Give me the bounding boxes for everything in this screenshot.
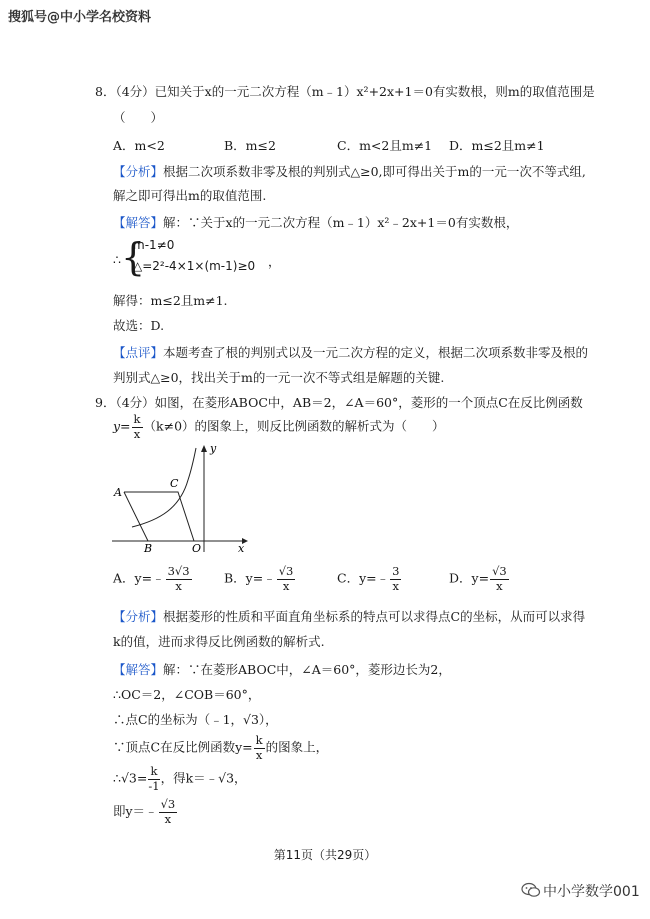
q9-answer6-den: x: [164, 811, 172, 826]
q9-answer-line5: [113, 766, 247, 792]
hyperbola-curve: [132, 448, 196, 527]
y-axis-arrow-icon: [201, 445, 207, 452]
q8-option-a: A．m<2: [113, 138, 165, 153]
brace-symbol: {: [121, 235, 146, 279]
q9-answer-text5-post: ，得k＝﹣√3，: [160, 770, 247, 786]
label-c: C: [170, 477, 179, 490]
answer-tag: 【解答】: [113, 662, 164, 677]
rhombus-figure: [110, 440, 250, 555]
q9-option-a-num: 3√3: [167, 564, 190, 578]
q9-option-a-label: A．y=﹣: [113, 570, 165, 586]
q9-option-d-frac: [490, 566, 509, 592]
q8-solve: 解得：m≤2且m≠1.: [113, 293, 228, 308]
q9-answer5-den: -1: [148, 778, 160, 793]
watermark-bottom: 中小学数学001: [543, 884, 640, 900]
q9-line1: 9．（4分）如图，在菱形ABOC中，AB＝2，∠A＝60°，菱形的一个顶点C在反比例函数: [95, 395, 583, 410]
q9-answer4-den: x: [255, 747, 263, 762]
q9-answer5-frac: [148, 766, 159, 792]
analysis-tag: 【分析】: [113, 609, 164, 624]
comment-tag: 【点评】: [113, 345, 164, 360]
q8-analysis-text1: 根据二次项系数非零及根的判别式△≥0,即可得出关于m的一元一次不等式组,: [163, 164, 586, 179]
label-x: x: [238, 542, 245, 555]
q8-answer: [113, 213, 518, 231]
q9-option-b-num: √3: [278, 564, 294, 578]
q9-option-c: [337, 566, 402, 592]
q8-option-b: B．m≤2: [224, 138, 276, 153]
q9-option-d-num: √3: [492, 564, 507, 578]
q8-choose: 故选：D.: [113, 318, 165, 333]
q9-answer-text4-pre: ∵顶点C在反比例函数y=: [113, 739, 253, 755]
q9-answer: [113, 660, 451, 678]
q9-answer4-num: k: [255, 733, 263, 747]
q9-option-c-label: C．y=﹣: [337, 570, 390, 586]
q9-answer-text4-post: 的图象上，: [265, 739, 329, 755]
page-footer: 第11页（共29页）: [273, 848, 377, 862]
label-y: y: [210, 442, 217, 455]
q9-answer-text5-pre: ∴√3=: [113, 770, 148, 786]
q9-analysis-text1: 根据菱形的性质和平面直角坐标系的特点可以求得点C的坐标，从而可以求得: [163, 609, 586, 624]
q9-line2: [113, 414, 445, 440]
q8-comment-text2: 判别式△≥0，找出关于m的一元一次不等式组是解题的关键.: [113, 370, 445, 385]
q9-frac-num: k: [133, 412, 141, 426]
q9-answer-line4: [113, 735, 328, 761]
q9-option-d-den: x: [496, 578, 503, 593]
q9-answer-line6: [113, 799, 178, 825]
q9-option-a-den: x: [175, 578, 182, 593]
q9-answer-text2: ∴OC＝2，∠COB＝60°，: [113, 687, 261, 702]
q9-analysis-text2: k的值，进而求得反比例函数的解析式.: [113, 634, 325, 649]
q8-option-d: D．m≤2且m≠1: [449, 138, 545, 153]
q9-answer-text3: ∴点C的坐标为（﹣1，√3），: [113, 712, 278, 727]
q9-answer4-frac: [254, 735, 265, 761]
q9-answer6-frac: [159, 799, 178, 825]
q9-frac-den: x: [133, 426, 141, 441]
q9-option-b: [224, 566, 296, 592]
q8-system-suffix: ，: [268, 254, 281, 269]
q8-comment-text1: 本题考查了根的判别式以及一元二次方程的定义，根据二次项系数非零及根的: [163, 345, 589, 360]
q9-k-over-x: [132, 414, 143, 440]
q9-answer6-num: √3: [160, 797, 176, 811]
q8-line1: 8．（4分）已知关于x的一元二次方程（m﹣1）x²+2x+1＝0有实数根，则m的取值范围是: [95, 84, 595, 99]
q9-y-equals: y=: [113, 418, 131, 434]
q9-line2-text: （k≠0）的图象上，则反比例函数的解析式为（ ）: [143, 418, 445, 434]
q9-option-c-frac: [390, 566, 401, 592]
q8-paren: （ ）: [113, 110, 164, 125]
q8-analysis-text2: 解之即可得出m的取值范围.: [113, 188, 267, 203]
q9-option-c-num: 3: [392, 564, 400, 578]
q9-option-d: [449, 566, 510, 592]
answer-tag: 【解答】: [113, 215, 164, 230]
q9-option-a-frac: [166, 566, 192, 592]
q8-system-prefix: ∴: [113, 252, 121, 267]
q9-option-a: [113, 566, 193, 592]
label-b: B: [144, 542, 153, 555]
watermark-top: 搜狐号@中小学名校资料: [8, 10, 152, 25]
label-o: O: [192, 542, 202, 555]
q9-answer-text6-pre: 即y＝﹣: [113, 803, 158, 819]
q8-system-2: △=2²-4×1×(m-1)≥0: [133, 259, 256, 273]
wechat-icon: [521, 882, 541, 901]
q8-analysis: [113, 162, 586, 180]
q9-option-b-den: x: [282, 578, 290, 593]
q8-system-1: m-1≠0: [133, 238, 175, 252]
q9-analysis: [113, 607, 585, 625]
q9-option-d-label: D．y=: [449, 570, 490, 586]
analysis-tag: 【分析】: [113, 164, 164, 179]
q8-comment: [113, 343, 588, 361]
q8-answer-text1: 解：∵关于x的一元二次方程（m﹣1）x²﹣2x+1＝0有实数根，: [163, 215, 519, 230]
q9-answer-text1: 解：∵在菱形ABOC中，∠A＝60°，菱形边长为2，: [163, 662, 451, 677]
q9-answer5-num: k: [148, 766, 159, 780]
q8-option-c: C．m<2且m≠1: [337, 138, 433, 153]
q9-option-b-label: B．y=﹣: [224, 570, 276, 586]
q9-option-b-frac: [277, 566, 296, 592]
label-a: A: [114, 486, 122, 499]
q9-option-c-den: x: [392, 578, 400, 593]
